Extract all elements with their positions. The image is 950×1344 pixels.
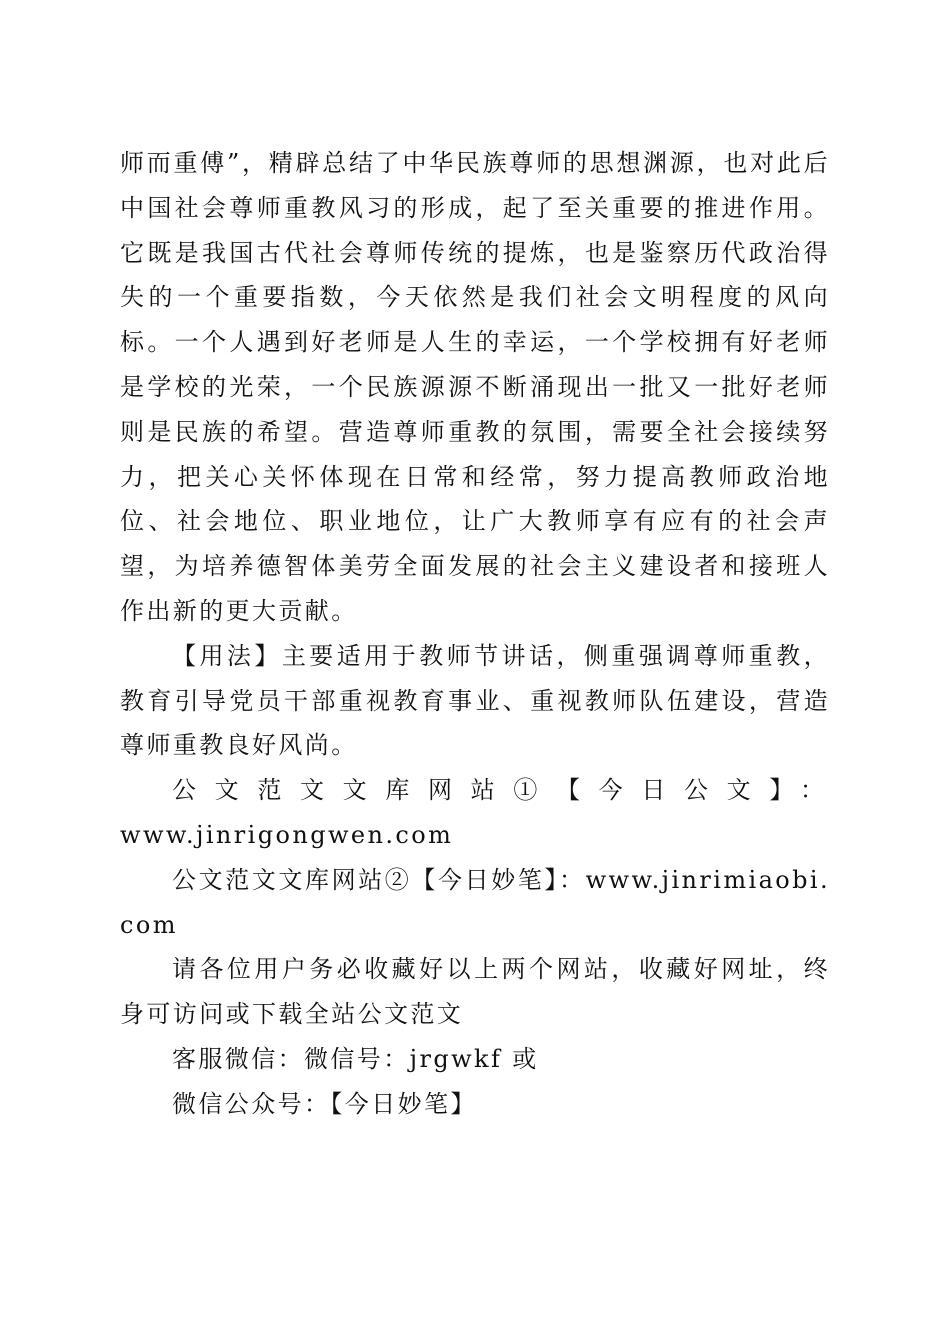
site-1-url: www.jinrigongwen.com bbox=[120, 820, 454, 849]
official-account-line: 微信公众号：【今日妙笔】 bbox=[172, 1089, 477, 1118]
service-wechat-line: 客服微信：微信号：jrgwkf 或 bbox=[172, 1044, 539, 1073]
document-body bbox=[120, 141, 830, 1127]
body-paragraph-1: 师而重傅”，精辟总结了中华民族尊师的思想渊源，也对此后中国社会尊师重教风习的形成，起了至关重要的推进作用。它既是我国古代社会尊师传统的提炼，也是鉴察历代政治得失的一个重要指数，今天依然是我们社会文明程度的风向标。一个人遇到好老师是人生的幸运，一个学校拥有好老师是学校的光荣，一个民族源源不断涌现出一批又一批好老师则是民族的希望。营造尊师重教的氛围，需要全社会接续努力，把关心关怀体现在日常和经常，努力提高教师政治地位、社会地位、职业地位，让广大教师享有应有的社会声望，为培养德智体美劳全面发展的社会主义建设者和接班人作出新的更大贡献。 bbox=[120, 149, 830, 625]
site-1-label: 公文范文文库网站①【今日公文】： bbox=[172, 776, 830, 805]
notice-paragraph: 请各位用户务必收藏好以上两个网站，收藏好网址，终身可访问或下载全站公文范文 bbox=[120, 955, 830, 1029]
usage-paragraph: 【用法】主要适用于教师节讲话，侧重强调尊师重教，教育引导党员干部重视教育事业、重视教师队伍建设，营造尊师重教良好风尚。 bbox=[120, 641, 830, 760]
site-2-line: 公文范文文库网站②【今日妙笔】：www.jinrimiaobi.com bbox=[120, 865, 830, 939]
